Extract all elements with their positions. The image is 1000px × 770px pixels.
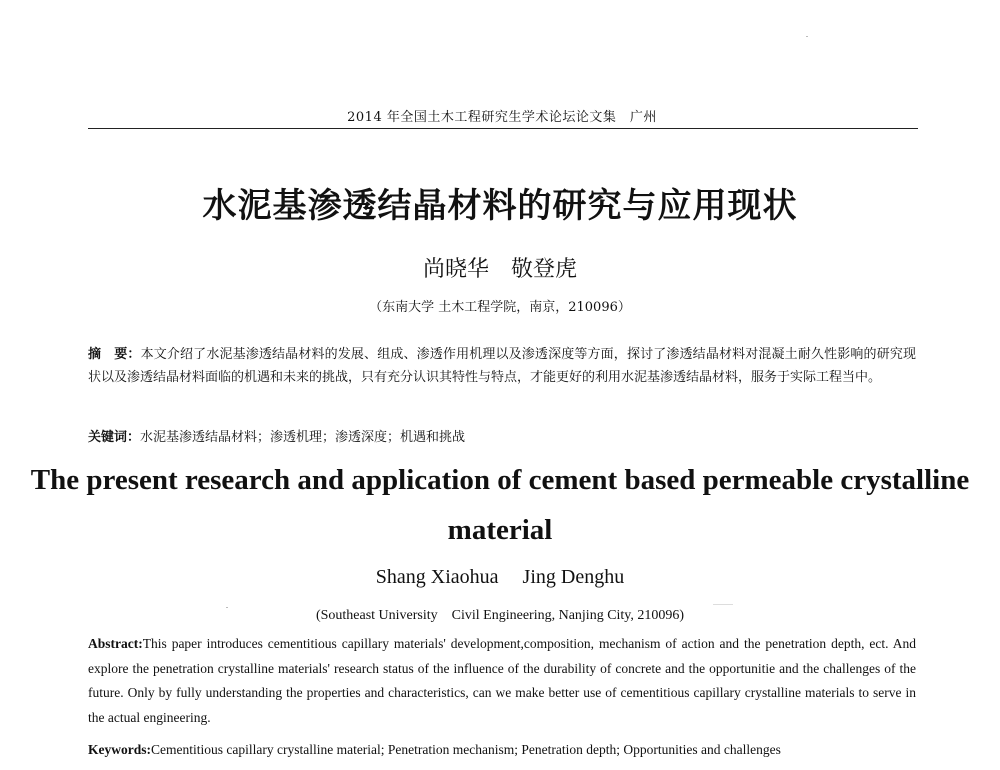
english-keywords-text: Cementitious capillary crystalline material; Penetration mechanism; Penetration depth; Opportunities and challenges xyxy=(151,742,781,757)
english-authors xyxy=(0,566,1000,589)
english-affiliation xyxy=(0,608,1000,624)
english-affiliation-rest: Civil Engineering, Nanjing City, 210096) xyxy=(451,608,685,623)
chinese-keywords-label: 关键词： xyxy=(88,430,141,445)
chinese-title: 水泥基渗透结晶材料的研究与应用现状 xyxy=(202,186,798,226)
english-abstract xyxy=(88,632,916,730)
english-abstract-text: This paper introduces cementitious capillary materials' development,composition, mechanism of action and the penetration depth, ect. And explore the penetration crystalline materials' research status of the influence of the durability of concrete and the opportunitie and the challenges of the future. Only by fully understanding the properties and characteristics, can we make better use of cementitious capillary crystalline materials to serve in the actual engineering. xyxy=(88,636,916,725)
chinese-authors: 尚晓华 敬登虎 xyxy=(422,257,577,282)
running-head: 2014 年全国土木工程研究生学术论坛论文集 广州 xyxy=(347,110,657,125)
english-keywords xyxy=(88,740,916,760)
chinese-abstract-label: 摘 要： xyxy=(88,347,141,362)
chinese-abstract-text: 本文介绍了水泥基渗透结晶材料的发展、组成、渗透作用机理以及渗透深度等方面，探讨了渗透结晶材料对混凝土耐久性影响的研究现状以及渗透结晶材料面临的机遇和未来的挑战，只有充分认识其特性与特点，才能更好的利用水泥基渗透结晶材料，服务于实际工程当中。 xyxy=(88,347,916,385)
english-abstract-label: Abstract: xyxy=(88,636,143,651)
chinese-abstract xyxy=(88,343,916,389)
chinese-keywords xyxy=(88,428,916,448)
english-title: The present research and application of cement based permeable crystalline material xyxy=(30,464,970,546)
chinese-keywords-text: 水泥基渗透结晶材料；渗透机理；渗透深度；机遇和挑战 xyxy=(140,430,466,445)
english-author-1: Shang Xiaohua xyxy=(375,566,499,588)
english-author-2: Jing Denghu xyxy=(522,566,625,588)
english-keywords-label: Keywords: xyxy=(88,742,151,757)
scan-speck xyxy=(713,604,733,605)
chinese-affiliation: （东南大学 土木工程学院，南京，210096） xyxy=(369,300,631,315)
header-rule xyxy=(88,128,918,129)
english-affiliation-university: (Southeast University xyxy=(315,608,438,623)
scan-speck xyxy=(806,36,808,37)
